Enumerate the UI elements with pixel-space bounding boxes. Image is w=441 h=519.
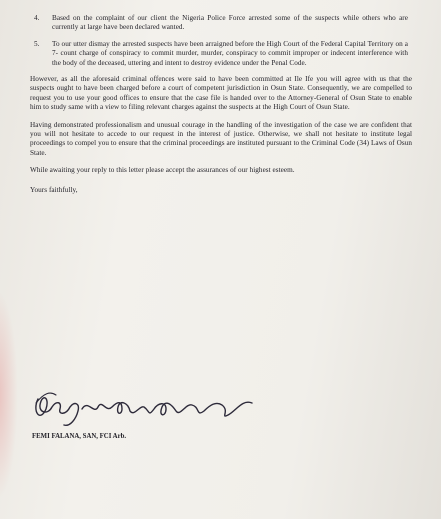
letter-body <box>30 14 412 203</box>
body-paragraph: However, as all the aforesaid criminal offences were said to have been committed at Ile Ife you will agree with us that the suspects ought to have been charged before a court of competent jurisdiction in Osun State. Consequently, we are compelled to request you to use your good offices to ensure that the case file is handed over to the Attorney-General of Osun State to enable him to study same with a view to filing relevant charges against the suspects at the High Court of Osun State. <box>30 75 412 112</box>
handwritten-signature <box>30 385 260 429</box>
closing-salutation: Yours faithfully, <box>30 185 78 194</box>
item-number: 5. <box>34 39 40 48</box>
item-text: Based on the complaint of our client the Nigeria Police Force arrested some of the suspects while others who are currently at large have been declared wanted. <box>52 14 408 32</box>
body-paragraph: Having demonstrated professionalism and unusual courage in the handling of the investigation of the case we are confident that you will not hesitate to accede to our request in the interest of justice. Otherwise, we shall not hesitate to institute legal proceedings to compel you to ensure that the criminal proceedings are instituted pursuant to the Criminal Code (34) Laws of Osun State. <box>30 120 412 157</box>
numbered-item <box>30 14 412 33</box>
signatory-name: FEMI FALANA, SAN, FCI Arb. <box>32 433 127 440</box>
red-stain-mark <box>0 290 18 500</box>
numbered-item <box>30 40 412 68</box>
body-paragraph: While awaiting your reply to this letter please accept the assurances of our highest esteem. <box>30 166 295 175</box>
item-number: 4. <box>34 14 40 22</box>
item-text: To our utter dismay the arrested suspects have been arraigned before the High Court of the Federal Capital Territory on a 7- count charge of conspiracy to commit murder, murder, conspiracy to commit improper or indecent interference with the body of the deceased, uttering and intent to destroy evidence under the Penal Code. <box>52 39 408 67</box>
